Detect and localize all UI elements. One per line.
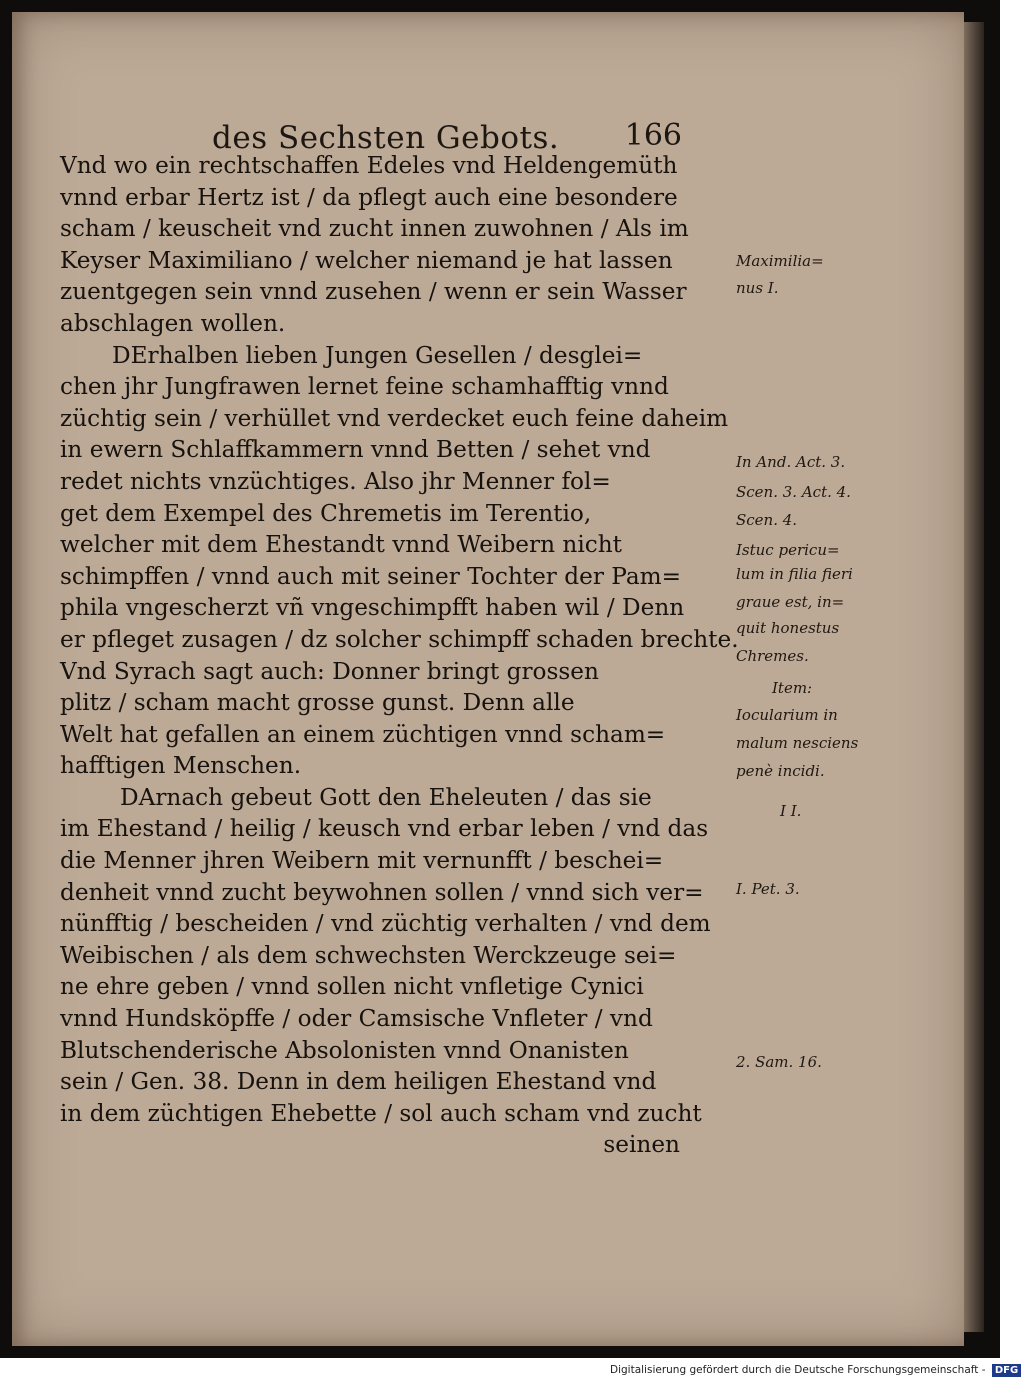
text-line: in ewern Schlaffkammern vnnd Betten / sehet vnd [60, 436, 651, 464]
text-line: hafftigen Menschen. [60, 752, 302, 780]
text-line: züchtig sein / verhüllet vnd verdecket euch feine daheim [60, 404, 729, 432]
text-line: Blutschenderische Absolonisten vnnd Onanisten [60, 1036, 629, 1064]
margin-note: I I. [780, 802, 802, 820]
margin-note: Scen. 4. [736, 511, 798, 529]
text-line: redet nichts vnzüchtiges. Also jhr Menner fol= [60, 467, 611, 495]
margin-note: penè incidi. [736, 762, 825, 780]
text-line: schimpffen / vnnd auch mit seiner Tochter der Pam= [60, 562, 682, 590]
margin-note: I. Pet. 3. [736, 880, 800, 898]
margin-note: Chremes. [736, 647, 809, 665]
text-line: Welt hat gefallen an einem züchtigen vnnd scham= [60, 720, 666, 748]
margin-note: In And. Act. 3. [736, 453, 846, 471]
text-line: vnnd Hundsköpffe / oder Camsische Vnfleter / vnd [60, 1005, 653, 1033]
margin-note: malum nesciens [736, 734, 859, 752]
margin-note: lum in filia fieri [736, 565, 853, 583]
page-edge [964, 22, 984, 1332]
margin-note: Maximilia= [736, 252, 824, 270]
text-line: in dem züchtigen Ehebette / sol auch scham vnd zucht [60, 1099, 702, 1127]
text-line: ne ehre geben / vnnd sollen nicht vnfletige Cynici [60, 973, 644, 1001]
text-line: abschlagen wollen. [60, 309, 286, 337]
text-line: phila vngescherzt vñ vngeschimpfft haben wil / Denn [60, 594, 685, 622]
text-line: DArnach gebeut Gott den Eheleuten / das sie [120, 783, 652, 811]
margin-note: quit honestus [736, 619, 840, 637]
dfg-credit-footer [610, 1364, 1019, 1381]
text-line: nünfftig / bescheiden / vnd züchtig verhalten / vnd dem [60, 910, 711, 938]
dfg-logo: DFG [992, 1364, 1021, 1377]
page-number: 166 [624, 118, 682, 153]
main-text-block [60, 150, 859, 1161]
margin-note: graue est, in= [736, 593, 845, 611]
text-line: Vnd wo ein rechtschaffen Edeles vnd Heldengemüth [60, 152, 678, 179]
margin-note: 2. Sam. 16. [736, 1053, 822, 1071]
text-line: sein / Gen. 38. Denn in dem heiligen Ehestand vnd [60, 1068, 657, 1096]
text-line: zuentgegen sein vnnd zusehen / wenn er sein Wasser [60, 278, 687, 306]
text-line: Keyser Maximiliano / welcher niemand je hat lassen [60, 246, 673, 274]
margin-note: Iocularium in [736, 706, 838, 724]
text-line: Weibischen / als dem schwechsten Werckzeuge sei= [60, 941, 677, 969]
text-line: chen jhr Jungfrawen lernet feine schamhafftig vnnd [60, 373, 669, 401]
text-line: er pfleget zusagen / dz solcher schimpff schaden brechte. [60, 625, 739, 653]
text-line: vnnd erbar Hertz ist / da pflegt auch eine besondere [60, 183, 678, 211]
text-line: denheit vnnd zucht beywohnen sollen / vnnd sich ver= [60, 878, 704, 906]
text-line: welcher mit dem Ehestandt vnnd Weibern nicht [60, 531, 622, 559]
margin-note: Scen. 3. Act. 4. [736, 483, 851, 501]
text-line: DErhalben lieben Jungen Gesellen / desglei= [112, 341, 643, 369]
text-line: plitz / scham macht grosse gunst. Denn alle [60, 689, 575, 717]
text-line: Vnd Syrach sagt auch: Donner bringt grossen [60, 657, 599, 685]
text-line: die Menner jhren Weibern mit vernunfft / beschei= [60, 847, 664, 875]
margin-note: Item: [772, 679, 813, 697]
footer-credit: Digitalisierung gefördert durch die Deutsche Forschungsgemeinschaft - [610, 1364, 986, 1376]
margin-note: nus I. [736, 279, 779, 297]
text-line: im Ehestand / heilig / keusch vnd erbar leben / vnd das [60, 815, 709, 843]
text-line: get dem Exempel des Chremetis im Terentio, [60, 499, 592, 527]
margin-note: Istuc pericu= [736, 541, 840, 559]
catchword: seinen [603, 1131, 680, 1159]
text-line: scham / keuscheit vnd zucht innen zuwohnen / Als im [60, 215, 689, 243]
running-head: des Sechsten Gebots. [212, 120, 560, 156]
